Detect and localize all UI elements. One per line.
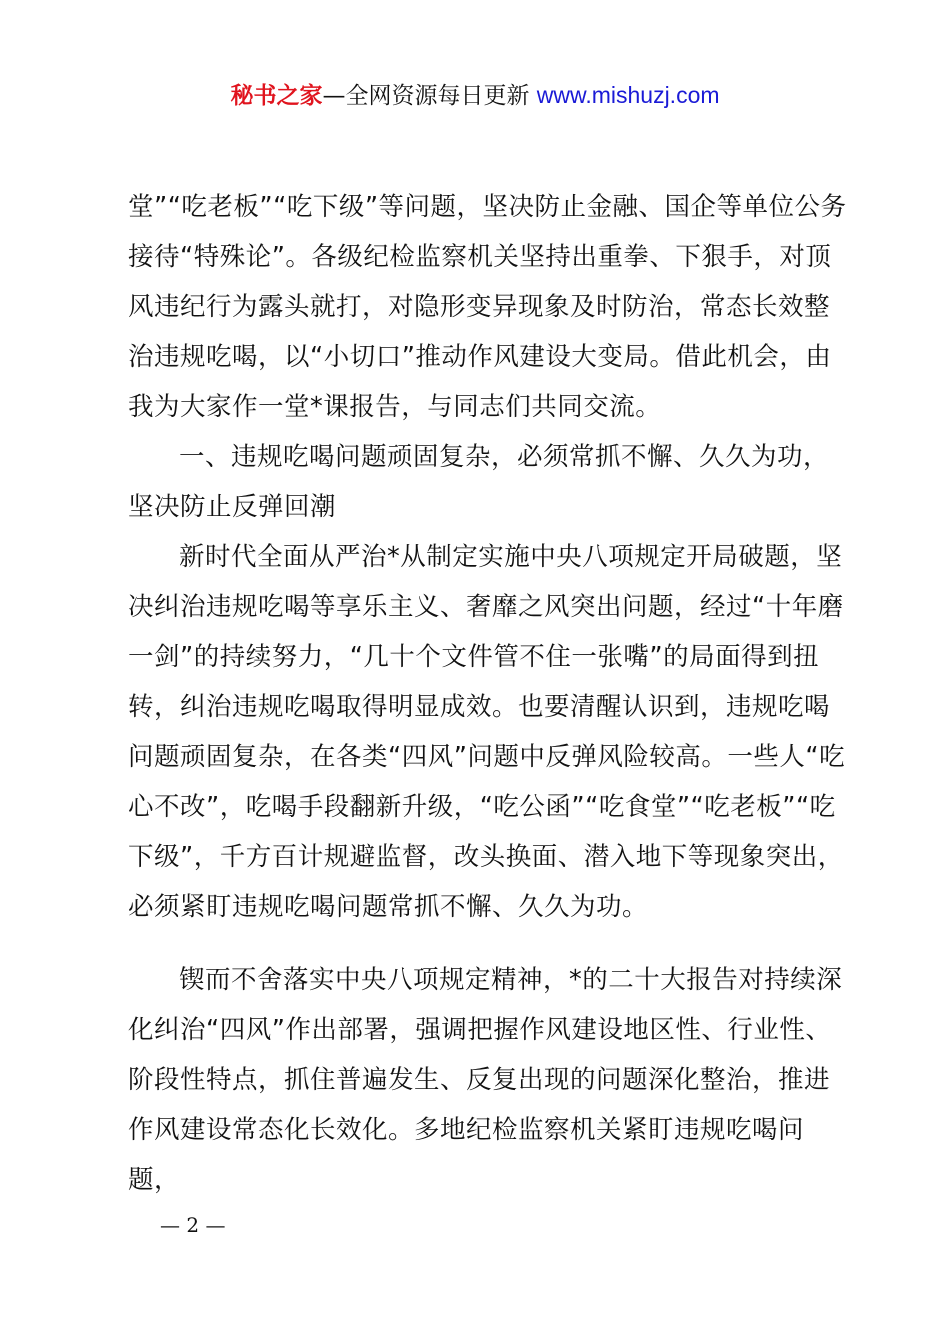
site-header xyxy=(0,78,950,113)
header-slogan: —全网资源每日更新 xyxy=(322,83,530,109)
site-url[interactable]: www.mishuzj.com xyxy=(536,82,720,108)
paragraph: 锲而不舍落实中央八项规定精神，*的二十大报告对持续深化纠治“四风”作出部署，强调把握作风建设地区性、行业性、阶段性特点，抓住普遍发生、反复出现的问题深化整治，推进作风建设常态化长效化。多地纪检监察机关紧盯违规吃喝问题， xyxy=(128,965,843,1195)
paragraph: 新时代全面从严治*从制定实施中央八项规定开局破题，坚决纠治违规吃喝等享乐主义、奢靡之风突出问题，经过“十年磨一剑”的持续努力，“几十个文件管不住一张嘴”的局面得到扭转，纠治违规吃喝取得明显成效。也要清醒认识到，违规吃喝问题顽固复杂，在各类“四风”问题中反弹风险较高。一些人“吃心不改”，吃喝手段翻新升级，“吃公函”“吃食堂”“吃老板”“吃下级”，千方百计规避监督，改头换面、潜入地下等现象突出，必须紧盯违规吃喝问题常抓不懈、久久为功。 xyxy=(128,542,846,922)
brand-name: 秘书之家 xyxy=(230,83,323,109)
page-number: — 2 — xyxy=(160,1213,226,1237)
section-heading: 一、违规吃喝问题顽固复杂，必须常抓不懈、久久为功，坚决防止反弹回潮 xyxy=(128,442,830,522)
document-body xyxy=(128,182,848,1205)
paragraph-continuation: 堂”“吃老板”“吃下级”等问题，坚决防止金融、国企等单位公务接待“特殊论”。各级纪检监察机关坚持出重拳、下狠手，对顶风违纪行为露头就打，对隐形变异现象及时防治，常态长效整治违规吃喝，以“小切口”推动作风建设大变局。借此机会，由我为大家作一堂*课报告，与同志们共同交流。 xyxy=(128,192,847,422)
